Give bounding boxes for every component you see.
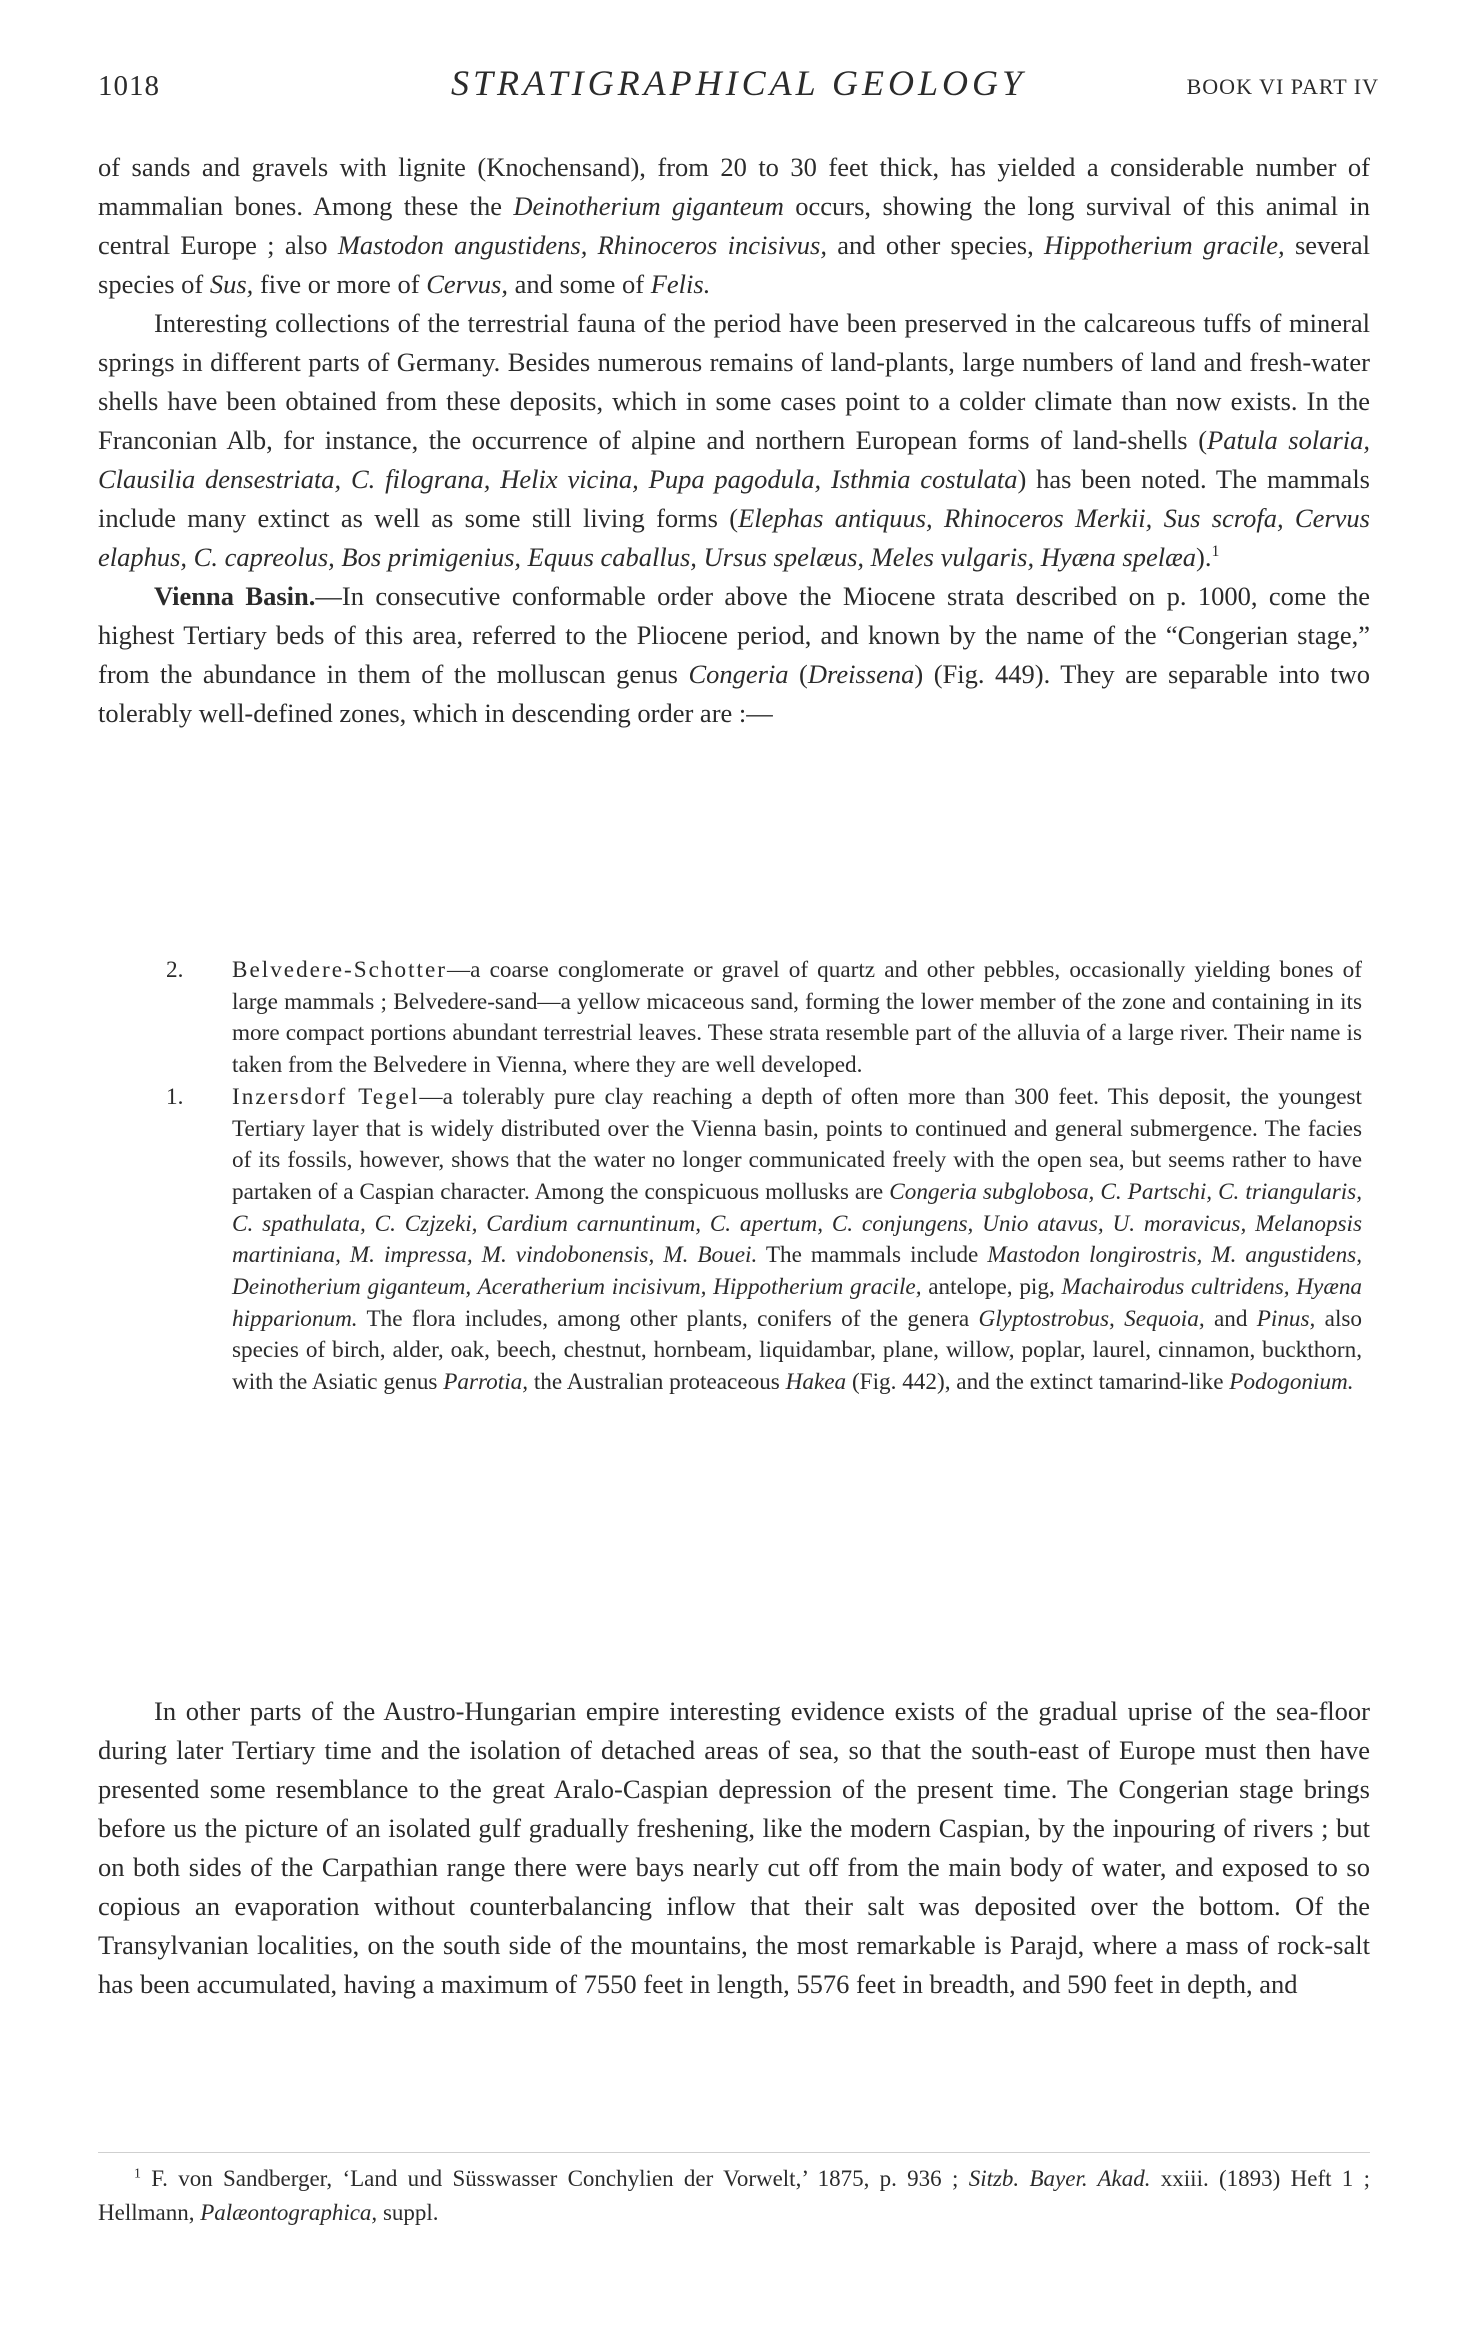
italic-run: Parrotia, bbox=[443, 1369, 529, 1396]
italic-run: Patula solaria, Clausilia densestriata, C. filograna, Helix vicina, Pupa pagodula, Isthmia costulata bbox=[98, 425, 1370, 494]
italic-run: Cervus, bbox=[426, 269, 508, 299]
text-run: and bbox=[1204, 1305, 1257, 1332]
italic-run: Hakea bbox=[785, 1369, 847, 1396]
italic-run: Congeria bbox=[688, 659, 789, 689]
text-run: (Fig. 442), and the extinct tamarind-like bbox=[846, 1369, 1230, 1396]
footnote-marker: 1 bbox=[1211, 543, 1220, 561]
paragraph-vienna-basin bbox=[98, 577, 1370, 733]
text-run: ( bbox=[788, 659, 808, 689]
italic-run: Dreissena bbox=[807, 659, 915, 689]
italic-run: Felis. bbox=[650, 269, 711, 299]
italic-run: Pinus, bbox=[1256, 1305, 1316, 1332]
running-title: STRATIGRAPHICAL GEOLOGY bbox=[450, 63, 1027, 103]
text-run: —a coarse conglomerate or gravel of quartz and other pebbles, occasionally yielding bones of large mammals ; Belvedere-sand—a yellow micaceous sand, forming the lower member of the zone and containing in its more compact portions abundant terrestrial leaves. These strata resemble part of the alluvia of a large river. Their name is taken from the Belvedere in Vienna, where they are well developed. bbox=[232, 957, 1362, 1079]
italic-run: Glyptostrobus, Sequoia, bbox=[978, 1305, 1205, 1332]
italic-run: Hippotherium gracile, bbox=[1043, 230, 1285, 260]
text-run: and other species, bbox=[826, 230, 1044, 260]
text-run: Interesting collections of the terrestrial fauna of the period have been preserved in the calcareous tuffs of mineral springs in different parts of Germany. Besides numerous remains of land-plants, large numbers of land and fresh-water shells have been obtained from these deposits, which in some cases point to a colder climate than now exists. In the Franconian Alb, for instance, the occurrence of alpine and northern European forms of land-shells ( bbox=[98, 308, 1370, 455]
paragraph-calcareous-tuffs bbox=[98, 304, 1370, 577]
footnote-divider bbox=[98, 2152, 1370, 2153]
text-run: xxiii. (1893) Heft 1 ; Hellmann, bbox=[98, 2166, 1370, 2225]
text-run: In other parts of the Austro-Hungarian empire interesting evidence exists of the gradual uprise of the sea-floor during later Tertiary time and the isolation of detached areas of sea, so that the south-east of Europe must then have presented some resemblance to the great Aralo-Caspian depression of the present time. The Congerian stage brings before us the picture of an isolated gulf gradually freshening, like the modern Caspian, by the inpouring of rivers ; but on both sides of the Carpathian range there were bays nearly cut off from the main body of water, and exposed to so copious an evaporation without counterbalancing inflow that their salt was deposited over the bottom. Of the Transylvanian localities, on the south side of the mountains, the most remarkable is Parajd, where a mass of rock-salt has been accumulated, having a maximum of 7550 feet in length, 5576 feet in breadth, and 590 feet in depth, and bbox=[98, 1696, 1370, 1999]
book-part-label: BOOK VI PART IV bbox=[1186, 74, 1379, 99]
italic-run: Mastodon angustidens, Rhinoceros incisivus, bbox=[337, 230, 827, 260]
italic-run: Podogonium. bbox=[1229, 1369, 1354, 1396]
text-run: F. von Sandberger, ‘Land und Süsswasser Conchylien der Vorwelt,’ 1875, p. 936 ; bbox=[140, 2166, 969, 2191]
footnote-text bbox=[98, 2162, 1370, 2230]
text-run: also species of birch, alder, oak, beech, chestnut, hornbeam, liquidambar, plane, willow, poplar, laurel, cinnamon, buckthorn, with the Asiatic genus bbox=[232, 1305, 1363, 1396]
footnote bbox=[98, 2162, 1370, 2230]
list-item-text bbox=[232, 1084, 1362, 1395]
main-text-top bbox=[98, 148, 1370, 733]
italic-run: Deinotherium giganteum bbox=[513, 191, 784, 221]
text-run: the Australian proteaceous bbox=[528, 1369, 786, 1396]
text-run: ) has been noted. The mammals include many extinct as well as some still living forms ( bbox=[98, 464, 1370, 533]
italic-run: Congeria subglobosa, C. Partschi, C. triangularis, C. spathulata, C. Czjzeki, Cardium carnuntinum, C. apertum, C. conjungens, Unio atavus, U. moravicus, Melanopsis martiniana, M. impressa, M. vindobonensis, M. Bouei. bbox=[232, 1178, 1362, 1269]
zone-list bbox=[166, 955, 1362, 1399]
list-item bbox=[166, 1082, 1362, 1399]
italic-run: Palæontographica, bbox=[200, 2200, 378, 2225]
text-run: suppl. bbox=[377, 2200, 439, 2225]
text-run: ) (Fig. 449). They are separable into two tolerably well-defined zones, which in descending order are :— bbox=[98, 659, 1371, 728]
list-item bbox=[166, 955, 1362, 1082]
list-item-number: 1. bbox=[166, 1083, 184, 1110]
paragraph-knochensand bbox=[98, 148, 1370, 304]
italic-run: Machairodus cultridens, Hyæna hipparionum. bbox=[232, 1274, 1363, 1332]
list-item-name: Inzersdorf Tegel bbox=[232, 1083, 420, 1110]
italic-run: Mastodon longirostris, M. angustidens, Deinotherium giganteum, Aceratherium incisivum, Hippotherium gracile, bbox=[232, 1242, 1362, 1301]
footnote-marker: 1 bbox=[134, 2165, 141, 2181]
text-run: The mammals include bbox=[757, 1242, 988, 1269]
text-run: occurs, showing the long survival of this animal in central Europe ; also bbox=[98, 191, 1370, 260]
text-run: several species of bbox=[98, 230, 1370, 299]
paragraph-austro-hungarian bbox=[98, 1692, 1370, 2004]
text-run: The flora includes, among other plants, conifers of the genera bbox=[357, 1305, 979, 1332]
italic-run: Sitzb. Bayer. Akad. bbox=[968, 2166, 1151, 2191]
text-run: —In consecutive conformable order above the Miocene strata described on p. 1000, come the highest Tertiary beds of this area, referred to the Pliocene period, and known by the name of the “Congerian stage,” from the abundance in them of the molluscan genus bbox=[98, 581, 1371, 689]
main-text-bottom bbox=[98, 1692, 1370, 2004]
text-run: of sands and gravels with lignite (Knochensand), from 20 to 30 feet thick, has yielded a considerable number of mammalian bones. Among these the bbox=[98, 152, 1370, 221]
list-item-number: 2. bbox=[166, 957, 184, 983]
text-run: five or more of bbox=[253, 269, 427, 299]
page-number: 1018 bbox=[98, 70, 160, 102]
text-run: ). bbox=[1196, 542, 1212, 572]
italic-run: Sus, bbox=[209, 269, 254, 299]
text-run: antelope, pig, bbox=[921, 1274, 1062, 1301]
italic-run: Elephas antiquus, Rhinoceros Merkii, Sus scrofa, Cervus elaphus, C. capreolus, Bos primigenius, Equus caballus, Ursus spelæus, Meles vulgaris, Hyæna spelæa bbox=[98, 503, 1370, 572]
running-header bbox=[98, 62, 1379, 112]
text-run: and some of bbox=[507, 269, 651, 299]
list-item-name: Belvedere-Schotter bbox=[232, 957, 447, 983]
bold-heading: Vienna Basin. bbox=[154, 581, 316, 611]
text-run: —a tolerably pure clay reaching a depth of often more than 300 feet. This deposit, the youngest Tertiary layer that is widely distributed over the Vienna basin, points to continued and general submergence. The facies of its fossils, however, shows that the water no longer communicated freely with the open sea, but seems rather to have partaken of a Caspian character. Among the conspicuous mollusks are bbox=[232, 1083, 1362, 1205]
